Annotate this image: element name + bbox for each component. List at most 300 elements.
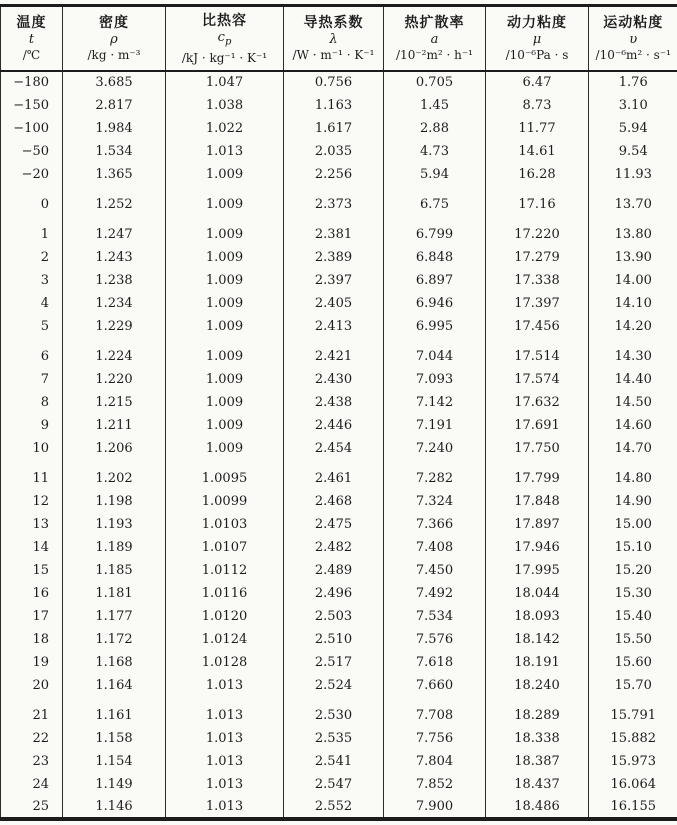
cell-value: 1.177: [63, 605, 166, 628]
group-spacer-row: [1, 697, 677, 704]
spacer-cell: [486, 697, 589, 704]
cell-value: 13.80: [614, 226, 652, 242]
cell-value: 1.149: [63, 773, 166, 796]
header-symbol: a: [430, 32, 439, 48]
spacer-cell: [486, 338, 589, 345]
table-row: [1, 536, 677, 559]
cell-value: 1.220: [63, 368, 166, 391]
cell-value: 7.900: [384, 796, 486, 819]
table-row: [1, 269, 677, 292]
table-row: [1, 368, 677, 391]
cell-value: 7.324: [384, 490, 486, 513]
spacer-cell: [1, 186, 63, 193]
cell-value: 1.193: [63, 513, 166, 536]
cell-value: 0.756: [284, 71, 384, 94]
cell-value: 6.897: [384, 269, 486, 292]
table-header: [1, 6, 677, 71]
cell-value: 1.189: [63, 536, 166, 559]
cell-value: 17.799: [486, 467, 589, 490]
cell-value: 1.013: [166, 704, 284, 727]
cell-value: 2.454: [284, 437, 384, 460]
cell-value: 14.90: [614, 493, 652, 509]
cell-temperature: 19: [1, 651, 63, 674]
group-spacer-row: [1, 216, 677, 223]
header-name: 温度: [16, 15, 47, 32]
cell-temperature: 12: [1, 490, 63, 513]
header-row: [1, 6, 677, 71]
cell-value: 18.093: [486, 605, 589, 628]
cell-value: 2.389: [284, 246, 384, 269]
cell-temperature: 4: [1, 292, 63, 315]
table-row: [1, 246, 677, 269]
cell-value: 1.009: [166, 223, 284, 246]
cell-value: 17.397: [486, 292, 589, 315]
cell-value: 17.691: [486, 414, 589, 437]
table-row: [1, 727, 677, 750]
table-row: [1, 163, 677, 186]
cell-value: 15.00: [614, 516, 652, 532]
spacer-cell: [486, 216, 589, 223]
header-unit: /℃: [22, 48, 41, 63]
table-body: [1, 71, 677, 819]
cell-value: 2.510: [284, 628, 384, 651]
cell-value: 14.40: [614, 371, 652, 387]
table-row: [1, 467, 677, 490]
spacer-cell: [284, 338, 384, 345]
cell-value: 1.009: [166, 368, 284, 391]
group-spacer-row: [1, 338, 677, 345]
group-spacer-row: [1, 460, 677, 467]
cell-value: 18.240: [486, 674, 589, 697]
spacer-cell: [1, 216, 63, 223]
cell-value: 1.229: [63, 315, 166, 338]
cell-value: 18.191: [486, 651, 589, 674]
cell-value: 14.30: [614, 348, 652, 364]
cell-value: 1.181: [63, 582, 166, 605]
cell-value: 15.40: [614, 608, 652, 624]
table-row: [1, 140, 677, 163]
cell-value: 1.45: [384, 94, 486, 117]
cell-temperature: 16: [1, 582, 63, 605]
cell-value: 2.373: [284, 193, 384, 216]
table-row: [1, 345, 677, 368]
cell-value: 1.185: [63, 559, 166, 582]
cell-value: 1.238: [63, 269, 166, 292]
cell-value: 2.413: [284, 315, 384, 338]
cell-value: 0.705: [384, 71, 486, 94]
cell-temperature: 7: [1, 368, 63, 391]
cell-value: 14.80: [614, 470, 652, 486]
table-row: [1, 628, 677, 651]
cell-value: 7.804: [384, 750, 486, 773]
header-name: 比热容: [202, 13, 247, 29]
cell-value: 7.282: [384, 467, 486, 490]
cell-value: 1.009: [166, 437, 284, 460]
cell-value: 6.946: [384, 292, 486, 315]
cell-value: 2.468: [284, 490, 384, 513]
cell-value: 2.438: [284, 391, 384, 414]
cell-value: 1.022: [166, 117, 284, 140]
cell-value: 2.541: [284, 750, 384, 773]
cell-value: 14.20: [614, 318, 652, 334]
spacer-cell: [63, 460, 166, 467]
cell-temperature: 9: [1, 414, 63, 437]
cell-value: 17.220: [486, 223, 589, 246]
cell-value: 8.73: [486, 94, 589, 117]
cell-value: 17.456: [486, 315, 589, 338]
cell-value: 1.0103: [166, 513, 284, 536]
table-row: [1, 750, 677, 773]
cell-value: 17.848: [486, 490, 589, 513]
spacer-cell: [1, 697, 63, 704]
cell-value: 1.202: [63, 467, 166, 490]
cell-value: 6.848: [384, 246, 486, 269]
cell-value: 1.365: [63, 163, 166, 186]
cell-value: 16.064: [610, 776, 656, 792]
table-row: [1, 651, 677, 674]
cell-value: 1.009: [166, 246, 284, 269]
cell-value: 15.70: [614, 677, 652, 693]
cell-value: 1.013: [166, 727, 284, 750]
cell-value: 17.338: [486, 269, 589, 292]
cell-value: 1.009: [166, 163, 284, 186]
cell-temperature: −180: [1, 71, 63, 94]
cell-value: 13.70: [614, 196, 652, 212]
cell-value: 1.013: [166, 750, 284, 773]
cell-value: 1.154: [63, 750, 166, 773]
cell-value: 3.685: [63, 71, 166, 94]
cell-temperature: 22: [1, 727, 63, 750]
cell-value: 17.514: [486, 345, 589, 368]
cell-value: 7.142: [384, 391, 486, 414]
cell-value: 2.517: [284, 651, 384, 674]
cell-value: 18.387: [486, 750, 589, 773]
table-row: [1, 414, 677, 437]
cell-value: 16.155: [610, 798, 656, 814]
cell-value: 1.009: [166, 315, 284, 338]
cell-value: 18.289: [486, 704, 589, 727]
cell-temperature: 24: [1, 773, 63, 796]
cell-value: 2.482: [284, 536, 384, 559]
cell-value: 15.20: [614, 562, 652, 578]
cell-value: 15.60: [614, 654, 652, 670]
spacer-cell: [486, 460, 589, 467]
header-unit: /kg · m⁻³: [87, 48, 141, 63]
header-unit: /10⁻²m² · h⁻¹: [396, 48, 473, 63]
cell-value: 6.995: [384, 315, 486, 338]
cell-value: 2.397: [284, 269, 384, 292]
spacer-cell: [589, 460, 677, 467]
header-density: [63, 6, 166, 71]
cell-value: 1.0107: [166, 536, 284, 559]
header-unit: /10⁻⁶m² · s⁻¹: [595, 48, 671, 63]
header-specific-heat: [166, 6, 284, 71]
table-row: [1, 315, 677, 338]
cell-value: 7.408: [384, 536, 486, 559]
cell-value: 1.0112: [166, 559, 284, 582]
cell-value: 1.234: [63, 292, 166, 315]
cell-value: 1.009: [166, 345, 284, 368]
cell-value: 1.013: [166, 796, 284, 819]
table-row: [1, 559, 677, 582]
cell-value: 7.660: [384, 674, 486, 697]
cell-temperature: −100: [1, 117, 63, 140]
cell-temperature: 15: [1, 559, 63, 582]
cell-value: 17.574: [486, 368, 589, 391]
cell-temperature: 8: [1, 391, 63, 414]
cell-value: 2.817: [63, 94, 166, 117]
spacer-cell: [166, 697, 284, 704]
cell-value: 17.16: [486, 193, 589, 216]
table-row: [1, 117, 677, 140]
header-symbol: υ: [629, 32, 638, 48]
cell-value: 7.191: [384, 414, 486, 437]
cell-value: 7.093: [384, 368, 486, 391]
cell-temperature: 13: [1, 513, 63, 536]
cell-temperature: −150: [1, 94, 63, 117]
table-row: [1, 605, 677, 628]
cell-value: 2.535: [284, 727, 384, 750]
cell-value: 1.168: [63, 651, 166, 674]
cell-temperature: 5: [1, 315, 63, 338]
header-symbol: μ: [532, 32, 542, 48]
cell-value: 17.632: [486, 391, 589, 414]
cell-value: 7.756: [384, 727, 486, 750]
spacer-cell: [63, 697, 166, 704]
cell-value: 11.93: [614, 166, 652, 182]
cell-temperature: 20: [1, 674, 63, 697]
cell-value: 2.035: [284, 140, 384, 163]
cell-value: 15.882: [610, 730, 656, 746]
cell-temperature: −20: [1, 163, 63, 186]
cell-value: 14.10: [614, 295, 652, 311]
cell-value: 2.503: [284, 605, 384, 628]
cell-value: 1.0095: [166, 467, 284, 490]
cell-value: 18.486: [486, 796, 589, 819]
header-name: 导热系数: [303, 15, 364, 32]
table-row: [1, 490, 677, 513]
cell-value: 1.164: [63, 674, 166, 697]
spacer-cell: [1, 338, 63, 345]
header-dynamic-viscosity: [486, 6, 589, 71]
cell-value: 2.421: [284, 345, 384, 368]
header-temperature: [1, 6, 63, 71]
cell-value: 13.90: [614, 249, 652, 265]
header-unit: /W · m⁻¹ · K⁻¹: [292, 48, 375, 63]
cell-value: 1.206: [63, 437, 166, 460]
cell-value: 2.381: [284, 223, 384, 246]
table-row: [1, 193, 677, 216]
cell-temperature: −50: [1, 140, 63, 163]
cell-value: 1.172: [63, 628, 166, 651]
header-name: 密度: [99, 15, 129, 32]
spacer-cell: [589, 186, 677, 193]
header-symbol: t: [28, 32, 35, 48]
cell-temperature: 11: [1, 467, 63, 490]
cell-value: 2.552: [284, 796, 384, 819]
cell-value: 5.94: [618, 120, 648, 136]
spacer-cell: [166, 186, 284, 193]
cell-value: 11.77: [486, 117, 589, 140]
cell-value: 1.038: [166, 94, 284, 117]
cell-value: 6.75: [384, 193, 486, 216]
spacer-cell: [1, 460, 63, 467]
header-name: 热扩散率: [404, 15, 465, 32]
cell-temperature: 1: [1, 223, 63, 246]
header-thermal-conductivity: [284, 6, 384, 71]
cell-value: 2.88: [384, 117, 486, 140]
cell-value: 1.247: [63, 223, 166, 246]
table-row: [1, 437, 677, 460]
cell-value: 7.240: [384, 437, 486, 460]
cell-value: 5.94: [384, 163, 486, 186]
cell-temperature: 25: [1, 796, 63, 819]
header-kinematic-viscosity: [589, 6, 677, 71]
cell-value: 1.009: [166, 414, 284, 437]
cell-value: 1.224: [63, 345, 166, 368]
cell-value: 7.534: [384, 605, 486, 628]
cell-value: 2.530: [284, 704, 384, 727]
cell-value: 1.0128: [166, 651, 284, 674]
cell-temperature: 18: [1, 628, 63, 651]
spacer-cell: [166, 460, 284, 467]
cell-value: 1.047: [166, 71, 284, 94]
table-row: [1, 71, 677, 94]
cell-value: 1.009: [166, 391, 284, 414]
table-row: [1, 674, 677, 697]
cell-value: 7.366: [384, 513, 486, 536]
spacer-cell: [63, 338, 166, 345]
cell-value: 6.799: [384, 223, 486, 246]
cell-value: 1.009: [166, 269, 284, 292]
cell-value: 18.338: [486, 727, 589, 750]
header-name: 运动粘度: [603, 15, 664, 32]
spacer-cell: [63, 216, 166, 223]
cell-value: 1.211: [63, 414, 166, 437]
cell-value: 2.489: [284, 559, 384, 582]
cell-value: 1.013: [166, 674, 284, 697]
cell-value: 7.852: [384, 773, 486, 796]
cell-value: 1.76: [618, 75, 648, 91]
header-symbol: ρ: [110, 32, 118, 48]
cell-value: 14.70: [614, 440, 652, 456]
cell-value: 2.547: [284, 773, 384, 796]
cell-value: 14.00: [614, 272, 652, 288]
cell-value: 7.618: [384, 651, 486, 674]
cell-value: 15.10: [614, 539, 652, 555]
table-row: [1, 223, 677, 246]
cell-value: 14.61: [486, 140, 589, 163]
cell-value: 2.446: [284, 414, 384, 437]
spacer-cell: [166, 338, 284, 345]
table-row: [1, 582, 677, 605]
cell-value: 1.198: [63, 490, 166, 513]
cell-value: 17.279: [486, 246, 589, 269]
cell-value: 6.47: [486, 71, 589, 94]
table-row: [1, 796, 677, 819]
cell-value: 18.044: [486, 582, 589, 605]
cell-value: 2.405: [284, 292, 384, 315]
cell-value: 15.791: [610, 707, 656, 723]
symbol-base: c: [217, 30, 225, 45]
cell-value: 1.0116: [166, 582, 284, 605]
cell-value: 1.984: [63, 117, 166, 140]
cell-value: 1.146: [63, 796, 166, 819]
table-row: [1, 391, 677, 414]
spacer-cell: [589, 216, 677, 223]
cell-value: 7.044: [384, 345, 486, 368]
header-name: 动力粘度: [507, 15, 567, 32]
cell-value: 7.450: [384, 559, 486, 582]
spacer-cell: [284, 186, 384, 193]
cell-value: 15.50: [614, 631, 652, 647]
cell-value: 2.475: [284, 513, 384, 536]
cell-value: 17.750: [486, 437, 589, 460]
cell-value: 1.161: [63, 704, 166, 727]
cell-value: 1.158: [63, 727, 166, 750]
cell-value: 1.0099: [166, 490, 284, 513]
cell-value: 17.995: [486, 559, 589, 582]
symbol-subscript: p: [224, 36, 232, 48]
cell-value: 1.243: [63, 246, 166, 269]
spacer-cell: [384, 460, 486, 467]
cell-value: 7.576: [384, 628, 486, 651]
header-symbol: λ: [329, 32, 338, 48]
cell-value: 9.54: [618, 143, 648, 159]
cell-value: 1.0120: [166, 605, 284, 628]
header-unit: /10⁻⁶Pa · s: [505, 48, 569, 63]
cell-value: 1.252: [63, 193, 166, 216]
table-row: [1, 773, 677, 796]
cell-value: 1.163: [284, 94, 384, 117]
cell-value: 3.10: [618, 97, 648, 113]
group-spacer-row: [1, 186, 677, 193]
spacer-cell: [486, 186, 589, 193]
cell-value: 16.28: [486, 163, 589, 186]
header-symbol: [167, 30, 282, 50]
cell-value: 1.0124: [166, 628, 284, 651]
cell-value: 4.73: [384, 140, 486, 163]
cell-value: 1.534: [63, 140, 166, 163]
cell-value: 2.524: [284, 674, 384, 697]
spacer-cell: [589, 697, 677, 704]
cell-value: 7.708: [384, 704, 486, 727]
cell-temperature: 21: [1, 704, 63, 727]
table-row: [1, 704, 677, 727]
cell-temperature: 14: [1, 536, 63, 559]
spacer-cell: [384, 216, 486, 223]
header-unit: /kJ · kg⁻¹ · K⁻¹: [181, 50, 268, 65]
cell-value: 1.009: [166, 292, 284, 315]
cell-temperature: 0: [1, 193, 63, 216]
spacer-cell: [166, 216, 284, 223]
cell-value: 18.142: [486, 628, 589, 651]
cell-value: 2.496: [284, 582, 384, 605]
cell-value: 14.60: [614, 417, 652, 433]
cell-value: 2.256: [284, 163, 384, 186]
header-thermal-diffusivity: [384, 6, 486, 71]
cell-value: 2.430: [284, 368, 384, 391]
cell-value: 17.946: [486, 536, 589, 559]
air-properties-table: [0, 4, 677, 821]
table-row: [1, 513, 677, 536]
spacer-cell: [284, 216, 384, 223]
cell-temperature: 3: [1, 269, 63, 292]
cell-value: 2.461: [284, 467, 384, 490]
cell-temperature: 17: [1, 605, 63, 628]
table-row: [1, 94, 677, 117]
cell-value: 1.013: [166, 773, 284, 796]
